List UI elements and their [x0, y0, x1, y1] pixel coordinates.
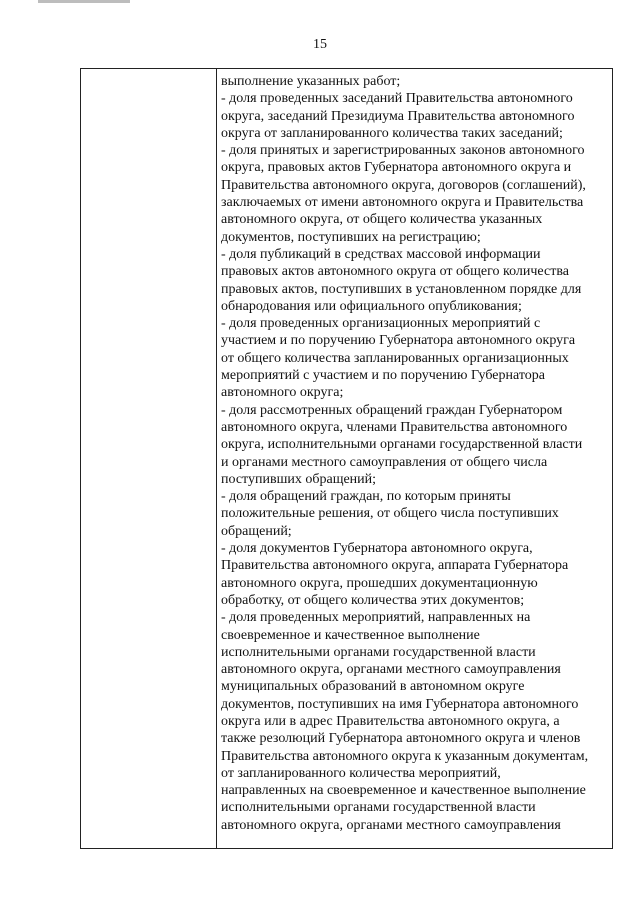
text-line: автономного округа; [221, 385, 344, 401]
text-line: исполнительными органами государственной власти [221, 644, 536, 660]
text-line: участием и по поручению Губернатора автономного округа [221, 333, 576, 349]
text-line: - доля публикаций в средствах массовой информации [221, 246, 541, 262]
text-line: - доля обращений граждан, по которым приняты [221, 489, 511, 505]
text-line: от запланированного количества мероприятий, [221, 765, 501, 781]
text-line: - доля проведенных заседаний Правительства автономного [221, 91, 573, 107]
text-line: округа, заседаний Президиума Правительства автономного [221, 108, 575, 124]
text-line: округа или в адрес Правительства автономного округа, а [221, 713, 560, 729]
text-line: от общего количества запланированных организационных [221, 350, 569, 366]
scan-artifact [38, 0, 130, 3]
text-line: правовых актов, поступивших в установленном порядке для [221, 281, 582, 297]
text-line: Правительства автономного округа к указанным документам, [221, 748, 589, 764]
text-line: обнародования или официального опубликования; [221, 298, 522, 314]
text-line: заключаемых от имени автономного округа и Правительства [221, 195, 584, 211]
text-line: обработку, от общего количества этих документов; [221, 592, 525, 608]
text-line: поступивших обращений; [221, 471, 377, 487]
text-line: правовых актов автономного округа от общего количества [221, 264, 569, 280]
text-line: выполнение указанных работ; [221, 74, 401, 89]
text-line: положительные решения, от общего числа поступивших [221, 506, 559, 522]
page-number: 15 [313, 37, 327, 52]
text-line: автономного округа, членами Правительства автономного [221, 419, 568, 435]
text-line: муниципальных образований в автономном округе [221, 679, 525, 695]
text-line: своевременное и качественное выполнение [221, 627, 480, 643]
text-line: - доля рассмотренных обращений граждан Губернатором [221, 402, 563, 418]
text-line: автономного округа, органами местного самоуправления [221, 817, 561, 833]
text-line: - доля документов Губернатора автономного округа, [221, 541, 533, 557]
table-right-column [217, 69, 612, 848]
text-line: автономного округа, от общего количества указанных [221, 212, 543, 228]
text-line: автономного округа, органами местного самоуправления [221, 662, 561, 678]
text-line: - доля принятых и зарегистрированных законов автономного [221, 143, 585, 159]
text-line: Правительства автономного округа, аппарата Губернатора [221, 558, 569, 574]
text-line: исполнительными органами государственной власти [221, 800, 536, 816]
document-table [80, 68, 613, 849]
text-line: документов, поступивших на имя Губернатора автономного [221, 696, 579, 712]
text-line: документов, поступивших на регистрацию; [221, 229, 481, 245]
text-line: также резолюций Губернатора автономного округа и членов [221, 731, 581, 747]
text-line: округа, правовых актов Губернатора автономного округа и [221, 160, 572, 176]
text-line: округа от запланированного количества таких заседаний; [221, 125, 563, 141]
text-line: и органами местного самоуправления от общего числа [221, 454, 548, 470]
table-left-column [81, 69, 217, 848]
text-line: мероприятий с участием и по поручению Губернатора [221, 368, 545, 384]
text-line: обращений; [221, 523, 292, 539]
text-line: - доля проведенных организационных мероприятий с [221, 316, 541, 332]
text-line: округа, исполнительными органами государственной власти [221, 437, 583, 453]
text-line: Правительства автономного округа, договоров (соглашений), [221, 177, 586, 193]
text-line: направленных на своевременное и качественное выполнение [221, 783, 586, 799]
text-line: автономного округа, прошедших документационную [221, 575, 538, 591]
text-line: - доля проведенных мероприятий, направленных на [221, 610, 531, 626]
